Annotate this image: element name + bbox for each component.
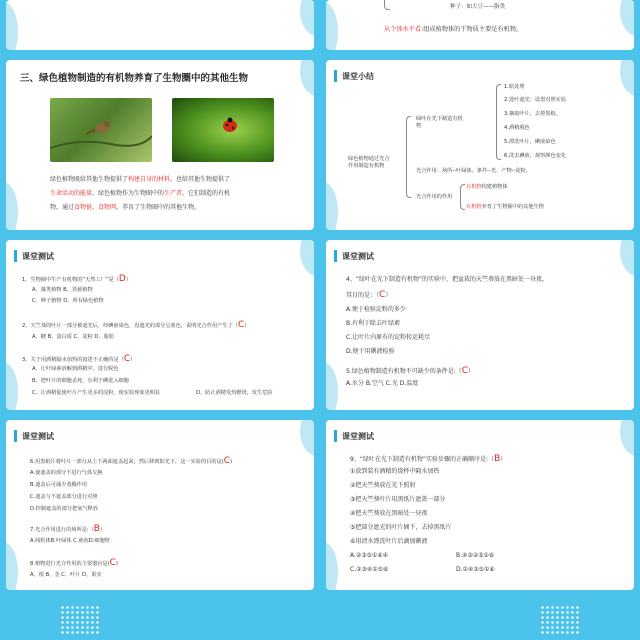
q9-step-6: ⑥用清水漂洗叶片后滴加碘液 [350,538,428,545]
q9-step-5: ⑤把部分遮光的叶片摘下，去掉黑纸片 [350,524,452,531]
quiz-1-header: 课堂测试 [14,248,194,264]
q6-option-d: D.控制遮盖的部分把氧气释放 [30,506,98,512]
use-1: 有机物构建植物体 [466,184,508,190]
quiz-3-header: 课堂测试 [14,428,194,444]
q6: 6.用黑纸片将叶片一部分从上下两面遮盖起来，然后移到阳光下，这一实验的目的是(C) [30,456,233,466]
branch-1: 绿叶在光下制造有机物 [416,116,463,129]
section-title: 三、绿色植物制造的有机物养育了生物圈中的其他生物 [20,73,249,84]
q8-options: A、根 B、茎 C、叶片 D、果实 [30,572,102,578]
q6-option-a: A.使遮盖的部分不进行气体交换 [30,470,103,476]
slide-quiz-3 [6,420,314,590]
q3: 3、关于用酒精隔水加热的叙述不正确的是（C） [22,354,136,364]
q9-option-a: A.②③⑤①⑥④ [350,552,389,559]
q3-option-a: A、让叶绿素溶解到酒精中，进行脱色 [32,366,119,372]
q9-step-4: ④把天竺葵放在黑暗处一昼夜 [350,510,428,517]
slide-quiz-2 [326,240,634,410]
q4-line-1: 4、“绿叶在光下制造有机物”的实验中，把盆栽的天竺葵放在黑暗处一昼夜， [346,276,549,283]
paragraph-line-1: 绿色植物既给其他生物提供了构建自身的材料，也给其他生物提供了 [50,176,231,183]
slide-top-right [326,0,634,50]
steps-bracket [496,84,501,160]
q9-option-b: B.④③②⑤①⑥ [456,552,495,559]
root-bracket [406,116,411,198]
quiz-4-header: 课堂测试 [334,428,514,444]
q9-step-3: ③把天竺葵叶片用黑纸片遮盖一部分 [350,496,446,503]
q1: 1、生物圈中生产有机物的“天然工厂”是（D） [22,274,132,284]
q4-line-2: 其目的是：（C） [346,290,392,300]
step-4: 4.酒精脱色 [504,125,530,131]
q9-step-1: ①放到装有酒精的烧杯中隔水加热 [350,468,440,475]
q3-option-d: D、防止酒精受热燃烧，发生危险 [196,390,273,396]
q9-option-d: D.②④③⑤①⑥ [456,566,495,573]
slide-quiz-1 [6,240,314,410]
q9-option-c: C.②③④①⑤⑥ [350,566,389,573]
tree-bracket [384,0,390,10]
q4-option-d: D.便于用碘液检验 [346,348,395,355]
quiz-2-header: 课堂测试 [334,248,514,264]
step-1: 1.暗处理 [504,84,525,90]
branch-3: 光合作用的作用 [416,194,453,200]
slide-summary [326,60,634,230]
seed-line: 种子：如大豆——脂类 [450,4,506,10]
slide-top-left [6,0,314,50]
conclusion: 从个体水平看:组成植物体的干物质主要是有机物。 [384,26,523,33]
q3-option-b: B、把叶片的细胞杀死，有利于碘进入细胞 [32,378,129,384]
uses-bracket [460,184,465,210]
step-3: 3.摘取叶片，去掉黑纸。 [504,111,561,117]
q8: 8.植物进行光合作用的主要器官是(C) [30,558,118,568]
slide-section-3 [6,60,314,230]
q1-options-cd: C、种子植物 D、所有绿色植物 [32,298,104,304]
paragraph-line-2: 生命活动的能量。绿色植物作为生物圈中的生产者，它们制造的有机 [50,190,231,197]
summary-root: 绿色植物通过光合作用制造有机物 [348,156,390,169]
step-5: 5.漂洗叶片，碘液染色 [504,139,556,145]
dot-pattern-right [540,605,580,635]
q6-option-b: B.遮盖后可减少蒸腾作用 [30,482,88,488]
q7-options: A.线粒体B.叶绿体 C.液泡D.细胞壁 [30,538,110,544]
q4-option-b: B.有利于除去叶绿素 [346,320,401,327]
dot-pattern-left [60,605,100,635]
step-2: 2.选叶遮光：设置对照实验 [504,97,567,103]
paragraph-line-3: 物，通过食物链、食物网，养育了生物圈中的其他生物。 [50,204,201,211]
q7: 7.光合作用进行的场所是:（B） [30,524,106,534]
q6-option-c: C.遮盖与不遮盖部分进行对照 [30,494,98,500]
summary-header: 课堂小结 [334,68,514,84]
branch-2: 光合作用：场所--叶绿体、条件--光、产物--淀粉。 [416,168,531,174]
q2-options: A、糖 B、蛋白质 C、淀粉 D、脂肪 [32,334,114,340]
bird-photo [50,98,152,162]
q2: 2、天竺葵的叶片一部分被遮光后，经碘液染色，没遮光的部分呈蓝色，说明光合作用产生了（C） [22,320,250,330]
ladybug-photo [172,98,274,162]
q3-option-c: C、让酒精促使叶片产生更多的淀粉，使实验现象更明显 [32,390,161,396]
q5: 5.绿色植物制造有机物不可缺少的条件是:（C） [346,366,475,376]
q5-options: A.水分 B.空气 C.光 D.温度 [346,380,419,387]
q4-option-a: A.便于检验淀粉的多少 [346,306,406,313]
q9-step-2: ②把天竺葵放在光下照射 [350,482,416,489]
slide-quiz-4 [326,420,634,590]
use-2: 有机物养育了生物圈中的其他生物 [466,204,544,210]
q9: 9、“绿叶在光下制造有机物”实验步骤的正确顺序是:（B） [350,454,507,464]
step-6: 6.洗去碘液，观察颜色变化 [504,153,567,159]
q4-option-c: C.让叶片内原有的淀粉转运耗尽 [346,334,431,341]
q1-options-ab: A、藻类植物 B、苔藓植物 [32,287,93,293]
